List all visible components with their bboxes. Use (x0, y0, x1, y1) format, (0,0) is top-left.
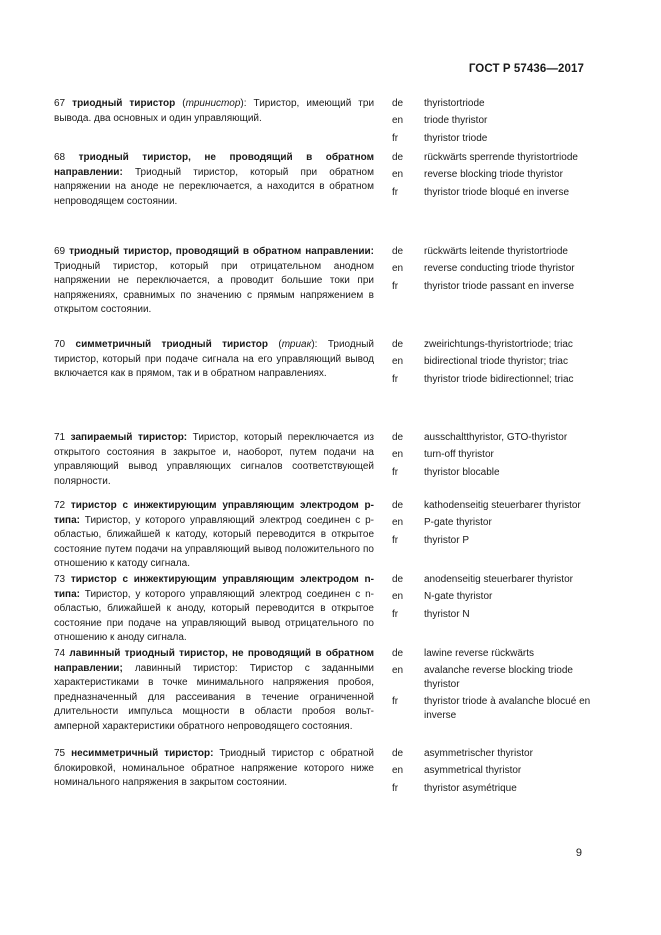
foreign-equivalents (382, 151, 602, 203)
alias-bracket: ): (240, 98, 254, 109)
lang-code: de (392, 246, 404, 257)
definition-text: Триодный тиристор, который при отрицательном анодном напряжении не переключается, а проводит большие токи при напряжениях, сравнимых по значению с прямым напряжением в открытом состоянии. (54, 260, 374, 316)
foreign-equivalents (382, 97, 602, 149)
term-definition (54, 151, 374, 209)
equivalent-row (382, 695, 602, 722)
term-name: триодный тиристор (72, 98, 176, 109)
term-name: тиристор с инжектирующим управляющим электродом n-типа: (54, 574, 374, 600)
equivalent-row (382, 747, 602, 760)
equivalent-term: thyristor P (424, 534, 470, 546)
lang-code: en (392, 356, 404, 368)
term-name: триодный тиристор, не проводящий в обратном направлении: (54, 152, 374, 178)
equivalent-row (382, 590, 602, 603)
equivalent-row (382, 466, 602, 479)
lang-code: fr (392, 534, 399, 546)
equivalent-term: bidirectional triode thyristor; triac (424, 356, 568, 368)
definition-text: Тиристор, у которого управляющий электрод соединен с p-областью, ближайшей к катоду, который переводится в открытое состояние путем подачи на управляющий вывод положительного по отношению к катоду сигнала. (54, 514, 374, 570)
foreign-equivalents (382, 573, 602, 625)
term-number: 69 (54, 246, 66, 257)
lang-code: en (392, 115, 404, 127)
term-definition (54, 573, 374, 646)
equivalent-term: ausschaltthyristor, GTO-thyristor (424, 432, 568, 443)
term-number: 67 (54, 98, 66, 109)
lang-code: en (392, 517, 404, 529)
equivalent-term: P-gate thyristor (424, 517, 492, 529)
page-header-standard: ГОСТ Р 57436—2017 (468, 63, 584, 75)
term-number: 72 (54, 500, 66, 511)
definition-text: Триодный тиристор, который при обратном напряжении на аноде не переключается, а находится в обратном непроводящем состоянии. (54, 166, 374, 207)
lang-code: de (392, 152, 404, 163)
lang-code: en (392, 263, 404, 275)
term-name: триодный тиристор, проводящий в обратном направлении: (69, 246, 374, 257)
equivalent-row (382, 338, 602, 351)
equivalent-term: reverse blocking triode thyristor (424, 169, 563, 181)
lang-code: en (392, 169, 404, 181)
equivalent-row (382, 764, 602, 777)
equivalent-term: asymmetrical thyristor (424, 765, 522, 777)
lang-code: fr (392, 186, 399, 198)
definition-text: Тиристор, имеющий три вывода. два основных и один управляющий. (54, 98, 375, 124)
equivalent-row (382, 516, 602, 529)
equivalent-row (382, 373, 602, 386)
term-definition (54, 338, 374, 382)
equivalent-row (382, 647, 602, 660)
equivalent-row (382, 114, 602, 127)
term-definition (54, 431, 374, 489)
equivalent-row (382, 608, 602, 621)
equivalent-row (382, 664, 602, 691)
lang-code: en (392, 765, 404, 777)
equivalent-term: asymmetrischer thyristor (424, 748, 533, 759)
term-number: 73 (54, 574, 66, 585)
term-name: лавинный триодный тиристор, не проводящий в обратном направлении; (54, 648, 375, 674)
equivalent-row (382, 151, 602, 164)
lang-code: fr (392, 132, 399, 144)
equivalent-row (382, 431, 602, 444)
alias-bracket: ( (175, 98, 186, 109)
equivalent-term: rückwärts sperrende thyristortriode (424, 152, 578, 163)
equivalent-term: thyristor triode bidirectionnel; triac (424, 373, 574, 385)
equivalent-row (382, 280, 602, 293)
equivalent-term: thyristor triode bloqué en inverse (424, 186, 570, 198)
term-alias: триак (281, 339, 312, 350)
term-name: симметричный триодный тиристор (75, 339, 268, 350)
equivalent-row (382, 448, 602, 461)
equivalent-row (382, 573, 602, 586)
equivalent-row (382, 499, 602, 512)
equivalent-row (382, 97, 602, 110)
definition-text: Триодный тиристор с обратной блокировкой, номинальное обратное напряжение которого ниже номинального напряжения в закрытом состоянии. (54, 748, 374, 789)
equivalent-term: triode thyristor (424, 115, 488, 127)
term-number: 68 (54, 152, 66, 163)
term-number: 70 (54, 339, 66, 350)
lang-code: de (392, 574, 404, 585)
definition-text: лавинный тиристор: Тиристор с заданными характеристиками в точке минимального напряжения пробоя, предназначенный для рассеивания в течение ограниченной длительности импульса мощности в области пробоя вольт-амперной характеристики обратного непроводящего состояния. (54, 662, 374, 732)
lang-code: en (392, 449, 404, 461)
equivalent-row (382, 245, 602, 258)
lang-code: en (392, 591, 404, 603)
alias-bracket: ( (267, 339, 282, 350)
equivalent-term: lawine reverse rückwärts (424, 648, 535, 659)
foreign-equivalents (382, 747, 602, 799)
equivalent-term: thyristor triode (424, 132, 488, 144)
term-name: несимметричный тиристор: (71, 748, 214, 759)
equivalent-row (382, 186, 602, 199)
equivalent-term: turn-off thyristor (424, 449, 494, 461)
term-number: 74 (54, 648, 66, 659)
term-definition (54, 647, 374, 735)
definition-text: Тиристор, у которого управляющий электрод соединен с n-областью, ближайшей к аноду, который переводится в открытое состояние при подаче на управляющий вывод отрицательного по отношению к аноду сигнала. (54, 588, 374, 644)
equivalent-row (382, 782, 602, 795)
equivalent-term: anodenseitig steuerbarer thyristor (424, 574, 573, 585)
equivalent-term: thyristor blocable (424, 466, 500, 478)
lang-code: de (392, 748, 404, 759)
term-definition (54, 499, 374, 572)
equivalent-term: thyristor asymétrique (424, 782, 517, 794)
equivalent-row (382, 168, 602, 181)
term-definition (54, 747, 374, 791)
equivalent-term: thyristor N (424, 608, 470, 620)
equivalent-term: thyristor triode à avalanche blocué en inverse (424, 696, 591, 721)
definition-text: Триодный тиристор, который при подаче сигнала на его управляющий вывод включается как в прямом, так и в обратном направлениях. (54, 339, 375, 380)
alias-bracket: ): (311, 339, 328, 350)
equivalent-term: thyristortriode (424, 98, 485, 109)
lang-code: de (392, 432, 404, 443)
foreign-equivalents (382, 245, 602, 297)
page-number: 9 (575, 847, 582, 859)
equivalent-row (382, 132, 602, 145)
lang-code: fr (392, 280, 399, 292)
equivalent-term: reverse conducting triode thyristor (424, 263, 575, 275)
lang-code: fr (392, 696, 399, 708)
lang-code: fr (392, 373, 399, 385)
equivalent-term: avalanche reverse blocking triode thyristor (424, 665, 573, 690)
equivalent-row (382, 534, 602, 547)
term-number: 75 (54, 748, 66, 759)
lang-code: en (392, 665, 404, 677)
foreign-equivalents (382, 499, 602, 551)
term-definition (54, 97, 374, 126)
lang-code: de (392, 648, 404, 659)
lang-code: de (392, 98, 404, 109)
definition-text: Тиристор, который переключается из открытого состояния в закрытое и, наоборот, путем подачи на управляющий вывод управляющих сигналов соответствующей полярности. (54, 432, 374, 487)
equivalent-row (382, 262, 602, 275)
lang-code: fr (392, 466, 399, 478)
lang-code: de (392, 339, 404, 350)
equivalent-term: rückwärts leitende thyristortriode (424, 246, 568, 257)
equivalent-row (382, 355, 602, 368)
equivalent-term: thyristor triode passant en inverse (424, 280, 575, 292)
foreign-equivalents (382, 431, 602, 483)
lang-code: fr (392, 782, 399, 794)
equivalent-term: N-gate thyristor (424, 591, 493, 603)
term-definition (54, 245, 374, 318)
foreign-equivalents (382, 338, 602, 390)
lang-code: fr (392, 608, 399, 620)
lang-code: de (392, 500, 404, 511)
term-alias: тринистор (185, 98, 241, 109)
term-name: тиристор с инжектирующим управляющим электродом p-типа: (54, 500, 374, 526)
equivalent-term: kathodenseitig steuerbarer thyristor (424, 500, 581, 511)
term-number: 71 (54, 432, 66, 443)
equivalent-term: zweirichtungs-thyristortriode; triac (424, 339, 573, 350)
foreign-equivalents (382, 647, 602, 726)
term-name: запираемый тиристор: (70, 432, 188, 443)
